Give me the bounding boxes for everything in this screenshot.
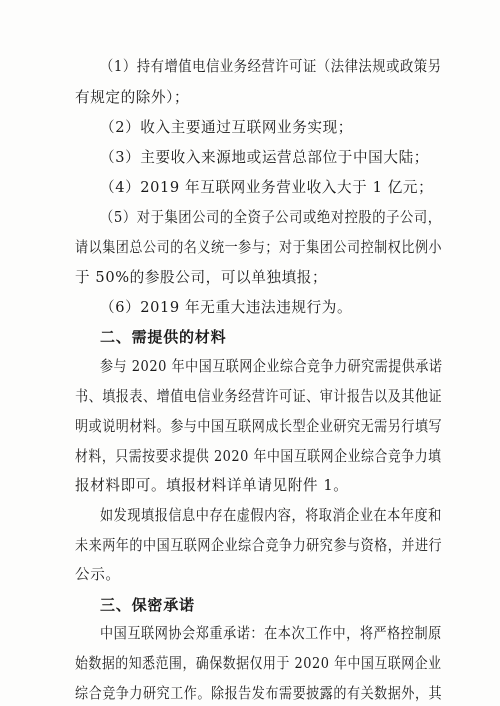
criteria-item-5-line-3: 于 50%的参股公司，可以单独填报； bbox=[75, 269, 328, 286]
criteria-item-4: （4）2019 年互联网业务营业收入大于 1 亿元； bbox=[100, 179, 434, 196]
confidentiality-paragraph-line-2: 始数据的知悉范围，确保数据仅用于 2020 年中国互联网企业 bbox=[75, 655, 442, 672]
criteria-item-1-line-1: （1）持有增值电信业务经营许可证（法律法规或政策另 bbox=[100, 58, 442, 75]
criteria-item-5-line-1: （5）对于集团公司的全资子公司或绝对控股的子公司， bbox=[100, 209, 442, 226]
criteria-item-5-line-2: 请以集团总公司的名义统一参与；对于集团公司控制权比例小 bbox=[75, 239, 443, 256]
criteria-item-3: （3）主要收入来源地或运营总部位于中国大陆； bbox=[100, 149, 429, 166]
confidentiality-paragraph-line-1: 中国互联网协会郑重承诺：在本次工作中，将严格控制原 bbox=[100, 625, 442, 642]
criteria-item-6: （6）2019 年无重大违法违规行为。 bbox=[100, 299, 353, 316]
materials-paragraph-line-5: 报材料即可。填报材料详单请见附件 1。 bbox=[75, 477, 349, 494]
confidentiality-paragraph-line-3: 综合竞争力研究工作。除报告发布需要披露的有关数据外，其 bbox=[75, 685, 443, 702]
false-info-paragraph-line-2: 未来两年的中国互联网企业综合竞争力研究参与资格，并进行 bbox=[75, 537, 443, 554]
materials-paragraph-line-1: 参与 2020 年中国互联网企业综合竞争力研究需提供承诺 bbox=[100, 358, 443, 375]
criteria-item-1-line-2: 有规定的除外）； bbox=[75, 89, 190, 106]
section-heading-materials: 二、需提供的材料 bbox=[100, 328, 227, 346]
false-info-paragraph-line-3: 公示。 bbox=[75, 566, 121, 583]
materials-paragraph-line-2: 书、填报表、增值电信业务经营许可证、审计报告以及其他证 bbox=[75, 388, 443, 405]
section-heading-confidentiality: 三、保密承诺 bbox=[100, 596, 195, 614]
materials-paragraph-line-3: 明或说明材料。参与中国互联网成长型企业研究无需另行填写 bbox=[75, 418, 443, 435]
false-info-paragraph-line-1: 如发现填报信息中存在虚假内容，将取消企业在本年度和 bbox=[100, 507, 442, 524]
criteria-item-2: （2）收入主要通过互联网业务实现； bbox=[100, 119, 353, 136]
materials-paragraph-line-4: 材料，只需按要求提供 2020 年中国互联网企业综合竞争力填 bbox=[75, 448, 442, 465]
